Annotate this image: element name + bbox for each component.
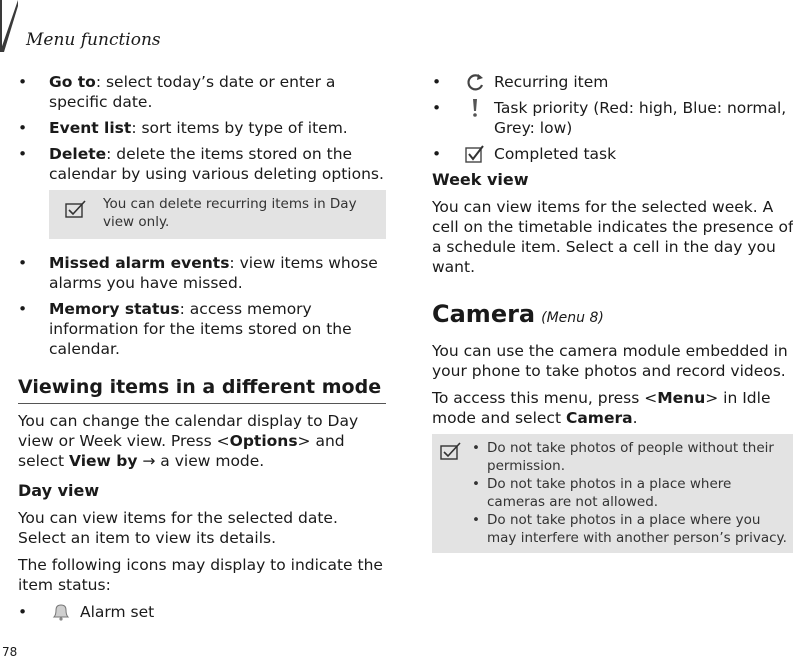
- recurring-icon: [462, 72, 488, 92]
- calendar-options-list: [18, 72, 386, 184]
- priority-icon-row: • Task priority (Red: high, Blue: normal, Grey: low): [432, 99, 787, 137]
- camera-note-box: [432, 434, 793, 553]
- left-column: [18, 72, 386, 628]
- list-item: • Event list: sort items by type of item.: [18, 119, 348, 137]
- recurring-icon-row: • Recurring item: [432, 73, 609, 91]
- week-view-text: You can view items for the selected week. A cell on the timetable indicates the presence of a schedule item. Select a cell in the day you want.: [432, 198, 793, 276]
- list-item: • Missed alarm events: view items whose alarms you have missed.: [18, 254, 378, 292]
- list-item: • Do not take photos of people without their permission.: [472, 440, 774, 474]
- day-view-text: You can view items for the selected date. Select an item to view its details.: [18, 509, 338, 547]
- camera-notes-list: [432, 439, 790, 547]
- camera-heading: Camera (Menu 8): [432, 300, 604, 328]
- view-mode-paragraph: You can change the calendar display to Day view or Week view. Press <Options> and select View by → a view mode.: [18, 412, 359, 470]
- completed-icon-row: • Completed task: [432, 145, 617, 163]
- completed-check-icon: [462, 144, 488, 164]
- day-view-heading: Day view: [18, 481, 100, 500]
- calendar-options-list-2: [18, 253, 386, 359]
- list-item: • Delete: delete the items stored on the calendar by using various deleting options.: [18, 145, 384, 183]
- header-accent-bar: [0, 0, 18, 52]
- camera-intro-text: You can use the camera module embedded in your phone to take photos and record videos.: [432, 342, 788, 380]
- note-text: You can delete recurring items in Day view only.: [103, 196, 357, 230]
- header-title: Menu functions: [26, 30, 161, 50]
- page-number: 78: [2, 645, 18, 659]
- camera-access-text: To access this menu, press <Menu> in Idle mode and select Camera.: [432, 389, 771, 427]
- icons-intro-text: The following icons may display to indicate the item status:: [18, 556, 383, 594]
- section-heading: Viewing items in a different mode: [18, 375, 386, 404]
- alarm-icon-row: • Alarm set: [18, 603, 155, 621]
- alarm-bell-icon: [48, 602, 74, 622]
- list-item: • Do not take photos in a place where cameras are not allowed.: [472, 476, 732, 510]
- week-view-heading: Week view: [432, 170, 529, 189]
- list-item: • Go to: select today’s date or enter a specific date.: [18, 73, 336, 111]
- list-item: • Do not take photos in a place where you may interfere with another person’s privacy.: [472, 512, 787, 546]
- note-box: [49, 190, 386, 239]
- right-column: [432, 72, 793, 553]
- list-item: • Memory status: access memory information for the items stored on the calendar.: [18, 300, 352, 358]
- checkmark-note-icon: [65, 200, 87, 218]
- priority-exclamation-icon: [462, 98, 488, 118]
